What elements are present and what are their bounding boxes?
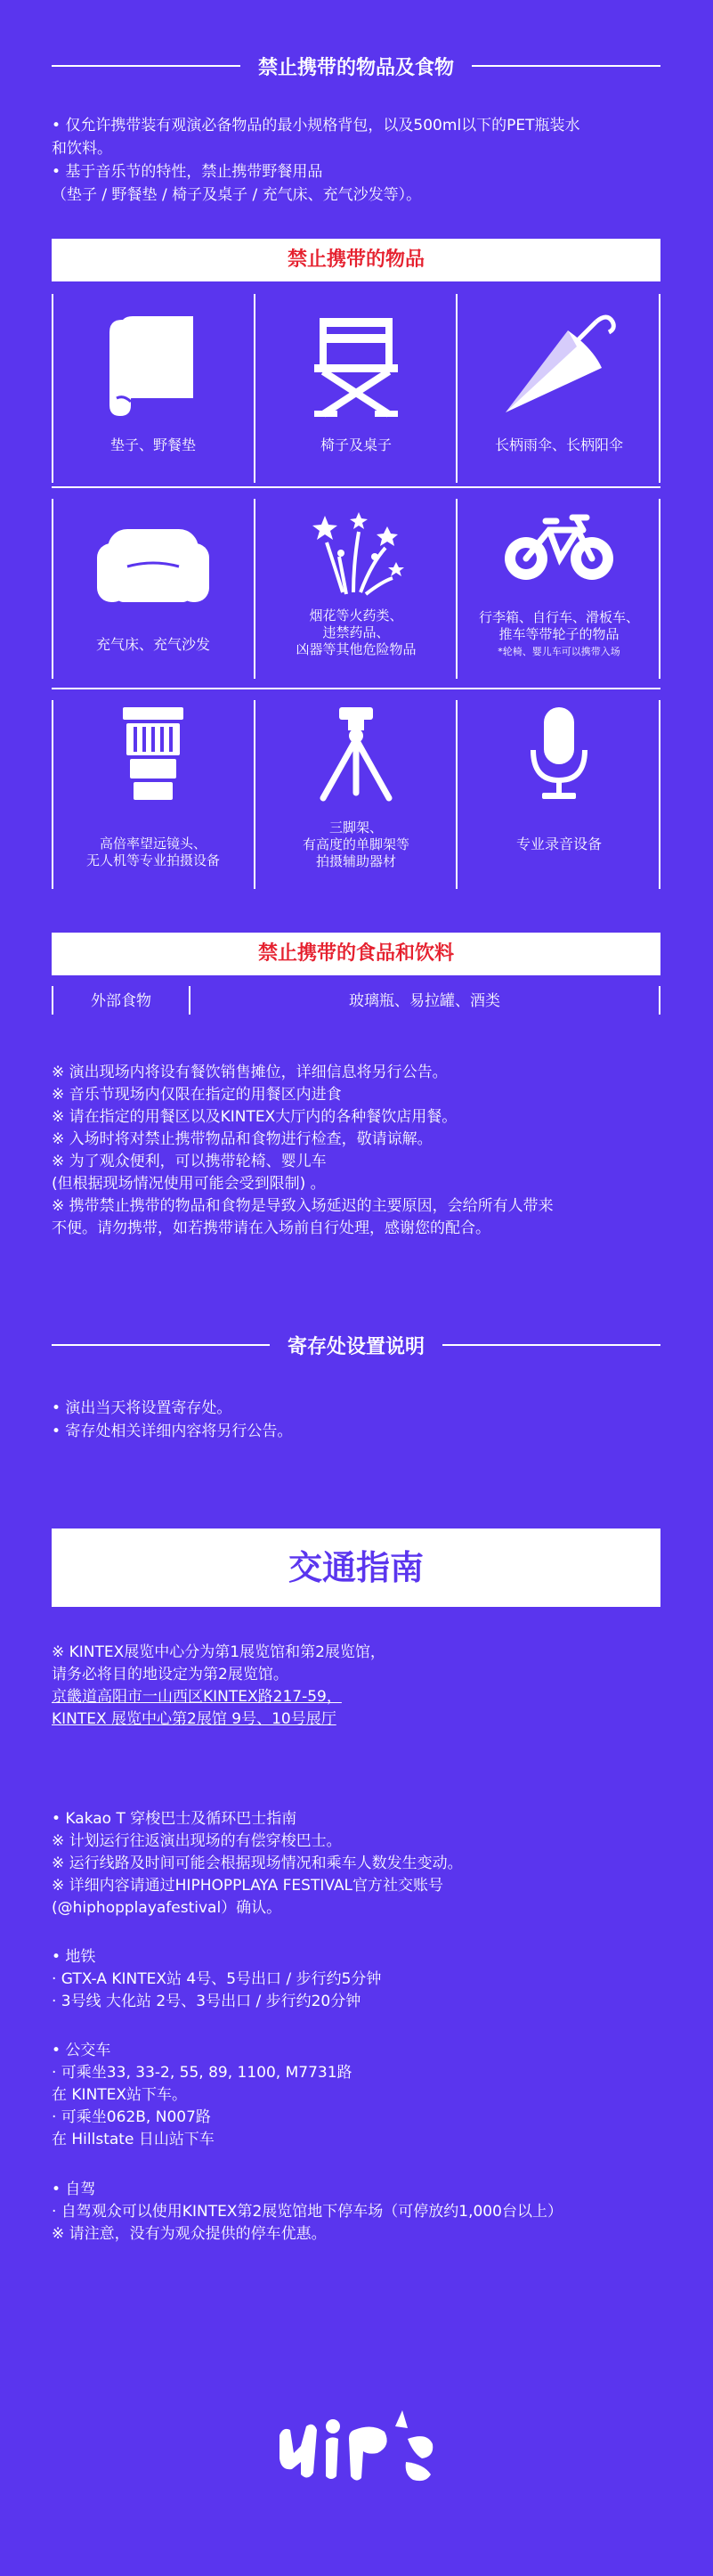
item-cell-microphone <box>458 700 660 887</box>
item-cell-sofa <box>52 499 255 686</box>
storage-bullets <box>52 1397 292 1443</box>
item-cell-fireworks <box>255 499 458 686</box>
item-label: 凶器等其他危险物品 <box>296 641 417 657</box>
note-line: ※ 请在指定的用餐区以及KINTEX大厅内的各种餐饮店用餐。 <box>52 1108 458 1126</box>
item-label-multiline <box>255 607 458 658</box>
heading-rule-left <box>52 65 240 67</box>
venue-note <box>52 1642 385 1731</box>
bus-line: • 公交车 <box>52 2042 111 2059</box>
car-line: ※ 请注意，没有为观众提供的停车优惠。 <box>52 2225 327 2243</box>
item-label: 三脚架、 <box>328 819 383 836</box>
item-label: 有高度的单脚架等 <box>302 836 409 852</box>
bus-line: · 可乘坐33, 33-2, 55, 89, 1100, M7731路 <box>52 2064 352 2082</box>
shuttle-line: • Kakao T 穿梭巴士及循环巴士指南 <box>52 1810 297 1828</box>
item-label: 拍摄辅助器材 <box>315 853 396 869</box>
note-line: 不便。请勿携带，如若携带请在入场前自行处理，感谢您的配合。 <box>52 1219 490 1237</box>
note-line: ※ 携带禁止携带的物品和食物是导致入场延迟的主要原因，会给所有人带来 <box>52 1197 554 1215</box>
shuttle-line: ※ 计划运行往返演出现场的有偿穿梭巴士。 <box>52 1832 342 1850</box>
car-section <box>52 2179 563 2246</box>
camera-lens-icon <box>52 705 255 803</box>
item-label: 高倍率望远镜头、 <box>99 836 207 852</box>
storage-section-heading <box>52 1331 660 1359</box>
note-line: ※ 演出现场内将设有餐饮销售摊位，详细信息将另行公告。 <box>52 1064 448 1081</box>
item-label-multiline <box>255 819 458 870</box>
subway-line: • 地铁 <box>52 1948 96 1966</box>
heading-rule-right <box>472 65 660 67</box>
note-line: ※ 音乐节现场内仅限在指定的用餐区内进食 <box>52 1086 342 1104</box>
item-label: 行李箱、自行车、滑板车、 <box>478 609 639 625</box>
heading-rule-left <box>52 1344 270 1346</box>
bus-line: 在 KINTEX站下车。 <box>52 2086 188 2104</box>
sofa-icon <box>52 508 255 624</box>
shuttle-section <box>52 1808 463 1920</box>
bicycle-icon <box>458 504 660 593</box>
venue-address-line: 京畿道高阳市一山西区KINTEX路217-59， <box>52 1688 342 1706</box>
car-line: · 自驾观众可以使用KINTEX第2展览馆地下停车场（可停放约1,000台以上） <box>52 2203 563 2221</box>
bus-section <box>52 2040 352 2151</box>
bullet-line: （垫子 / 野餐垫 / 椅子及桌子 / 充气床、充气沙发等）。 <box>52 186 422 204</box>
item-label: 充气床、充气沙发 <box>95 636 210 653</box>
item-cell-mat <box>52 290 255 486</box>
item-label: 长柄雨伞、长柄阳伞 <box>494 436 623 453</box>
food-left: 外部食物 <box>91 992 151 1010</box>
prohibited-section-heading <box>52 52 660 80</box>
item-cell-bicycle <box>458 499 660 686</box>
subway-section <box>52 1946 381 2013</box>
note-line: 请务必将目的地设定为第2展览馆。 <box>52 1666 288 1683</box>
venue-address-line: KINTEX 展览中心第2展馆 9号、10号展厅 <box>52 1710 336 1728</box>
item-label: 专业录音设备 <box>515 836 602 852</box>
umbrella-icon <box>458 308 660 424</box>
prohibited-section-title: 禁止携带的物品及食物 <box>258 56 455 79</box>
item-cell-umbrella <box>458 290 660 486</box>
item-label-multiline <box>458 609 660 660</box>
bus-line: · 可乘坐062B, N007路 <box>52 2108 211 2126</box>
note-line: ※ KINTEX展览中心分为第1展览馆和第2展览馆， <box>52 1643 385 1661</box>
prohibited-bullets <box>52 114 580 207</box>
note-line: ※ 为了观众便利，可以携带轮椅、婴儿车 <box>52 1153 327 1170</box>
microphone-icon <box>458 705 660 803</box>
fireworks-icon <box>255 506 458 604</box>
item-label: 烟花等火药类、 <box>309 607 403 624</box>
prohibited-notes <box>52 1062 554 1240</box>
food-banner: 禁止携带的食品和饮料 <box>52 933 660 975</box>
item-label-multiline <box>52 836 255 869</box>
tripod-icon <box>255 705 458 803</box>
car-line: • 自驾 <box>52 2181 96 2198</box>
note-line: ※ 入场时将对禁止携带物品和食物进行检查，敬请谅解。 <box>52 1130 433 1148</box>
bullet-line: • 寄存处相关详细内容将另行公告。 <box>52 1423 293 1440</box>
bullet-line: 和饮料。 <box>52 140 112 158</box>
bullet-line: • 演出当天将设置寄存处。 <box>52 1399 232 1417</box>
bullet-line: • 仅允许携带装有观演必备物品的最小规格背包，以及500ml以下的PET瓶装水 <box>52 117 580 135</box>
item-label: 椅子及桌子 <box>320 436 392 453</box>
transport-banner: 交通指南 <box>52 1528 660 1607</box>
food-row <box>52 984 660 1018</box>
item-label: 垫子、野餐垫 <box>109 436 196 453</box>
mat-icon <box>52 308 255 424</box>
subway-line: · 3号线 大化站 2号、3号出口 / 步行约20分钟 <box>52 1993 361 2010</box>
bus-line: 在 Hillstate 日山站下车 <box>52 2131 215 2148</box>
bullet-line: • 基于音乐节的特性，禁止携带野餐用品 <box>52 163 323 181</box>
shuttle-line: ※ 运行线路及时间可能会根据现场情况和乘车人数发生变动。 <box>52 1855 463 1872</box>
item-label: 违禁药品、 <box>322 624 390 640</box>
item-note: *轮椅、婴儿车可以携带入场 <box>498 646 620 657</box>
shuttle-line: (@hiphopplayafestival）确认。 <box>52 1899 282 1917</box>
item-cell-tripod <box>255 700 458 887</box>
item-label: 无人机等专业拍摄设备 <box>85 852 220 868</box>
prohibited-items-grid <box>52 290 660 914</box>
note-line: (但根据现场情况使用可能会受到限制) 。 <box>52 1175 326 1193</box>
chair-icon <box>255 308 458 424</box>
item-cell-chair <box>255 290 458 486</box>
heading-rule-right <box>442 1344 660 1346</box>
subway-line: · GTX-A KINTEX站 4号、5号出口 / 步行约5分钟 <box>52 1970 382 1988</box>
storage-section-title: 寄存处设置说明 <box>288 1335 425 1358</box>
prohibited-items-banner: 禁止携带的物品 <box>52 239 660 281</box>
item-cell-lens <box>52 700 255 887</box>
food-right: 玻璃瓶、易拉罐、酒类 <box>349 992 500 1010</box>
shuttle-line: ※ 详细内容请通过HIPHOPPLAYA FESTIVAL官方社交账号 <box>52 1877 443 1895</box>
festival-logo <box>274 2400 438 2489</box>
item-label: 推车等带轮子的物品 <box>498 626 620 642</box>
